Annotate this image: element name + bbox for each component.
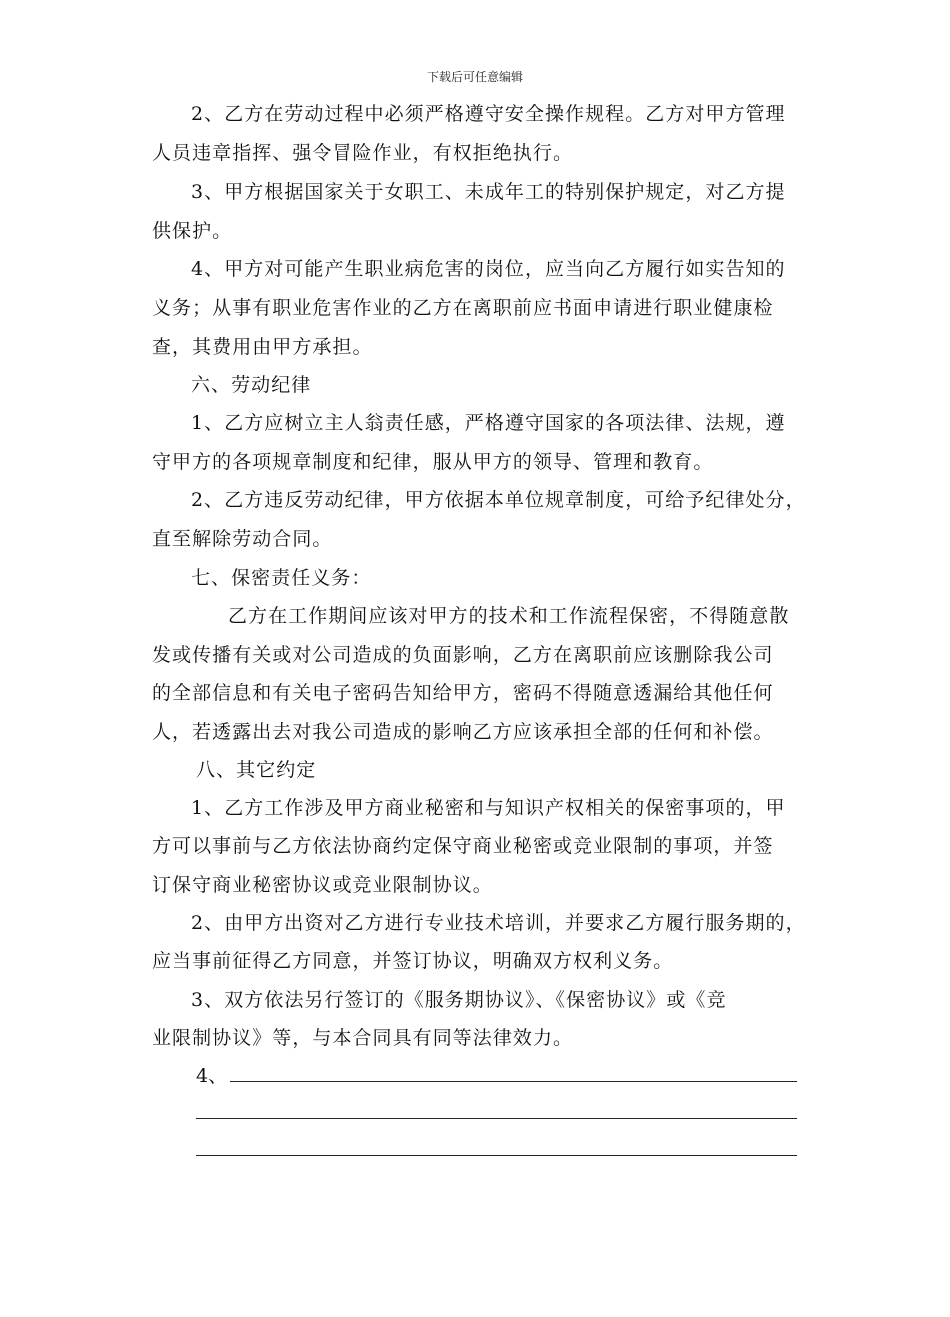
section-heading-other: 八、其它约定 [196, 759, 317, 781]
body-line: 1、乙方应树立主人翁责任感，严格遵守国家的各项法律、法规，遵 [191, 412, 786, 434]
body-line: 人员违章指挥、强令冒险作业，有权拒绝执行。 [152, 142, 574, 164]
blank-line [230, 1081, 797, 1082]
body-line: 2、乙方在劳动过程中必须严格遵守安全操作规程。乙方对甲方管理 [191, 103, 786, 125]
body-line: 方可以事前与乙方依法协商约定保守商业秘密或竞业限制的事项，并签 [152, 835, 774, 857]
body-line: 发或传播有关或对公司造成的负面影响，乙方在离职前应该删除我公司 [152, 644, 774, 666]
body-line: 1、乙方工作涉及甲方商业秘密和与知识产权相关的保密事项的，甲 [191, 797, 786, 819]
body-line: 义务；从事有职业危害作业的乙方在离职前应书面申请进行职业健康检 [152, 297, 774, 319]
body-line: 守甲方的各项规章制度和纪律，服从甲方的领导、管理和教育。 [152, 451, 714, 473]
body-line: 查，其费用由甲方承担。 [152, 336, 373, 358]
body-line: 订保守商业秘密协议或竞业限制协议。 [152, 874, 493, 896]
body-line: 3、甲方根据国家关于女职工、未成年工的特别保护规定，对乙方提 [191, 181, 786, 203]
body-line: 乙方在工作期间应该对甲方的技术和工作流程保密，不得随意散 [228, 605, 790, 627]
body-line: 2、乙方违反劳动纪律，甲方依据本单位规章制度，可给予纪律处分， [191, 489, 806, 511]
body-line: 的全部信息和有关电子密码告知给甲方，密码不得随意透漏给其他任何 [152, 682, 774, 704]
blank-line [196, 1155, 797, 1156]
body-line: 供保护。 [152, 220, 233, 242]
body-line: 人，若透露出去对我公司造成的影响乙方应该承担全部的任何和补偿。 [152, 721, 774, 743]
body-line: 应当事前征得乙方同意，并签订协议，明确双方权利义务。 [152, 950, 674, 972]
body-line: 4、甲方对可能产生职业病危害的岗位，应当向乙方履行如实告知的 [191, 258, 786, 280]
item-4-label: 4、 [196, 1065, 228, 1087]
body-line: 3、双方依法另行签订的《服务期协议》、《保密协议》或《竞 [191, 989, 727, 1011]
section-heading-confidentiality: 七、保密责任义务： [191, 567, 372, 589]
body-line: 直至解除劳动合同。 [152, 528, 333, 550]
section-heading-discipline: 六、劳动纪律 [191, 374, 312, 396]
page-header-note: 下载后可任意编辑 [426, 70, 523, 84]
body-line: 2、由甲方出资对乙方进行专业技术培训，并要求乙方履行服务期的， [191, 912, 806, 934]
blank-line [196, 1118, 797, 1119]
body-line: 业限制协议》等，与本合同具有同等法律效力。 [152, 1027, 574, 1049]
